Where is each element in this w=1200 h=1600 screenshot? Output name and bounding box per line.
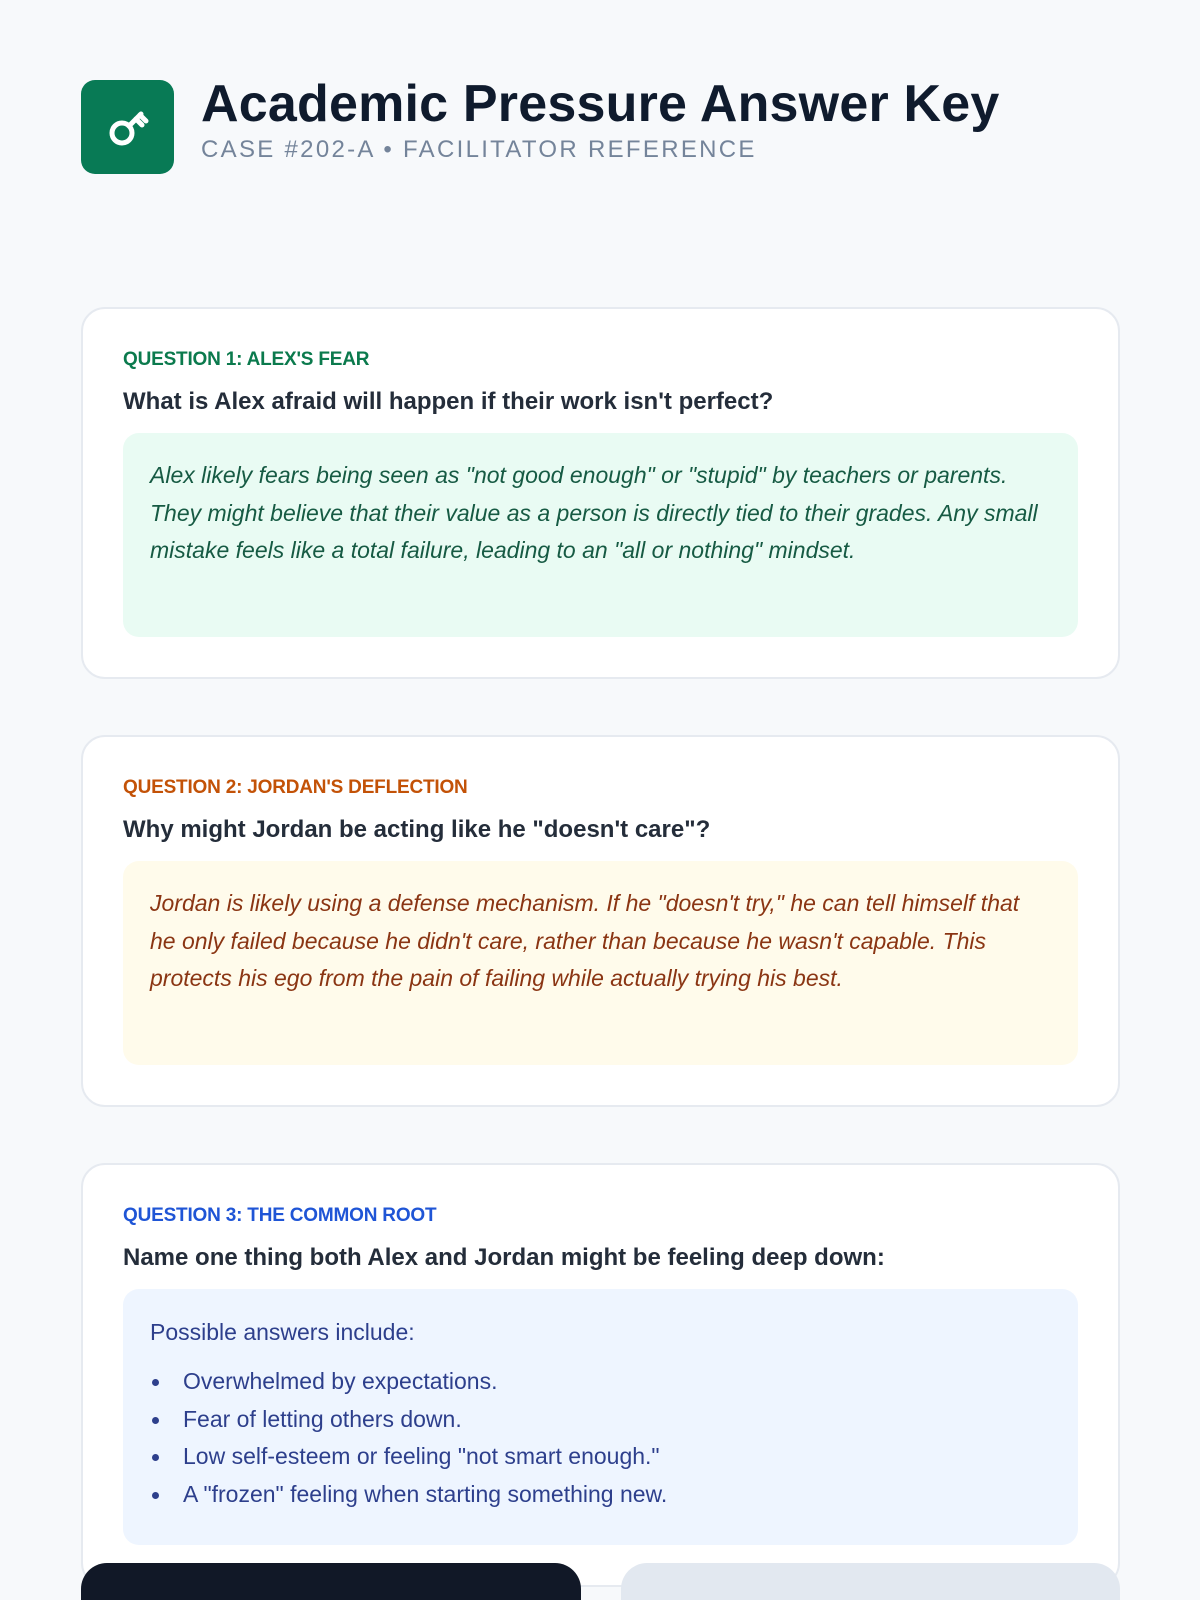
- question-text: Name one thing both Alex and Jordan might be feeling deep down:: [123, 1244, 885, 1271]
- answer-list-item: Overwhelmed by expectations.: [150, 1363, 1051, 1401]
- question-text: Why might Jordan be acting like he "doesn't care"?: [123, 816, 711, 843]
- answer-list: [150, 1363, 1051, 1514]
- question-label: QUESTION 2: JORDAN'S DEFLECTION: [123, 777, 468, 798]
- answer-intro: Possible answers include:: [150, 1319, 415, 1345]
- page-header: [81, 74, 1119, 174]
- answer-box: [123, 1289, 1078, 1545]
- light-panel: [621, 1563, 1120, 1600]
- question-card-3: [81, 1163, 1120, 1587]
- key-icon: [81, 80, 174, 174]
- answer-text: Jordan is likely using a defense mechanism. If he "doesn't try," he can tell himself that he only failed because he didn't care, rather than because he wasn't capable. This protects his ego from the pain of failing while actually trying his best.: [123, 861, 1078, 1065]
- dark-panel: [81, 1563, 581, 1600]
- page-title: Academic Pressure Answer Key: [201, 74, 1000, 133]
- header-text: [201, 74, 1000, 164]
- answer-list-item: Fear of letting others down.: [150, 1401, 1051, 1439]
- question-label: QUESTION 1: ALEX'S FEAR: [123, 349, 370, 370]
- question-label: QUESTION 3: THE COMMON ROOT: [123, 1205, 437, 1226]
- answer-list-item: A "frozen" feeling when starting something new.: [150, 1476, 1051, 1514]
- question-text: What is Alex afraid will happen if their work isn't perfect?: [123, 388, 774, 415]
- answer-text: Alex likely fears being seen as "not good enough" or "stupid" by teachers or parents. They might believe that their value as a person is directly tied to their grades. Any small mistake feels like a total failure, leading to an "all or nothing" mindset.: [123, 433, 1078, 637]
- question-card-1: [81, 307, 1120, 679]
- question-card-2: [81, 735, 1120, 1107]
- bottom-panels: [81, 1563, 1120, 1600]
- page-subtitle: CASE #202-A • FACILITATOR REFERENCE: [201, 135, 757, 163]
- answer-list-item: Low self-esteem or feeling "not smart enough.": [150, 1438, 1051, 1476]
